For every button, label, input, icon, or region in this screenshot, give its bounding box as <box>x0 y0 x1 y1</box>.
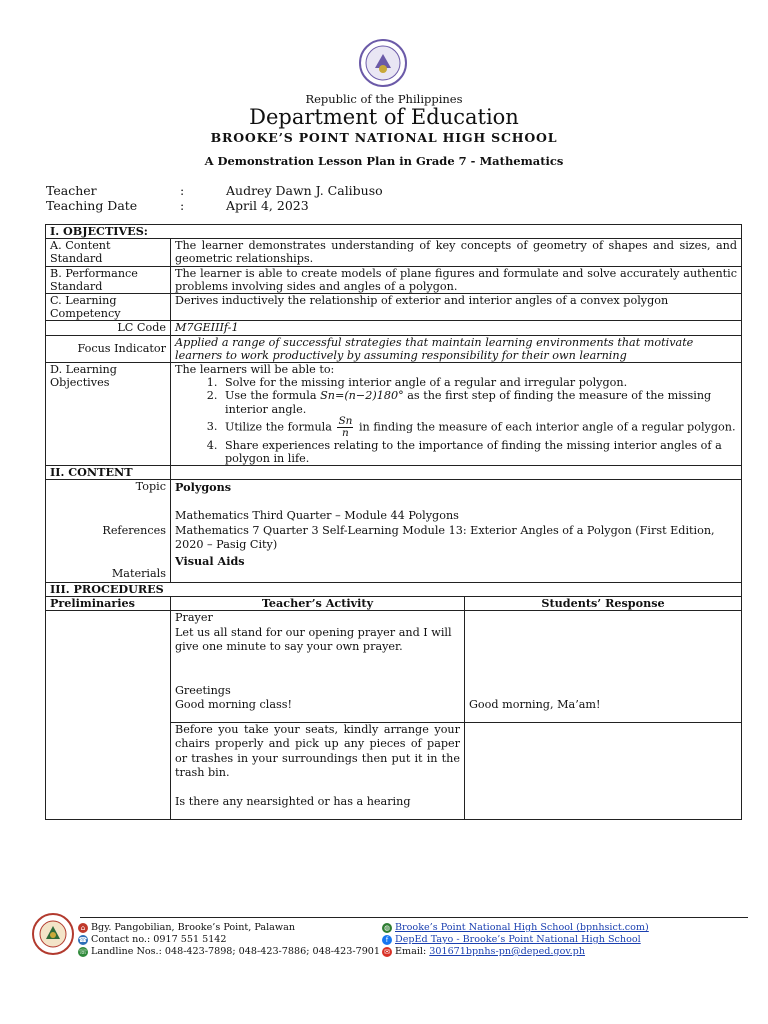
topic-label: Topic <box>135 480 166 494</box>
deped-seal-logo <box>358 38 408 88</box>
greetings-response-cell <box>465 611 742 723</box>
nearsighted-text: Is there any nearsighted or has a hearing <box>175 795 411 809</box>
teacher-value: Audrey Dawn J. Calibuso <box>226 183 383 198</box>
learning-competency-label: C. Learning Competency <box>46 294 171 321</box>
prayer-text: Let us all stand for our opening prayer and I will give one minute to say your own prayer. <box>175 625 452 654</box>
footer-contact-block <box>78 922 380 958</box>
objective-2-text-b: as the first step of finding the measure of the missing interior angle. <box>225 389 712 416</box>
prayer-greetings-row <box>46 611 742 723</box>
content-heading-empty <box>171 466 742 480</box>
content-heading: II. CONTENT <box>46 466 171 480</box>
preliminaries-cell <box>46 611 171 820</box>
learning-objectives-row <box>46 363 742 466</box>
learning-objectives-intro: The learners will be able to: <box>175 363 335 377</box>
objective-item <box>221 416 737 439</box>
footer-contact-row <box>78 934 380 946</box>
teaching-date-label: Teaching Date <box>46 198 138 213</box>
lc-code-row <box>46 321 742 335</box>
objective-2-text-a: Use the formula <box>225 389 321 403</box>
content-standard-row <box>46 239 742 266</box>
phone-icon: ☎ <box>78 936 88 944</box>
objective-item: 4. Share experiences relating to the importance of finding the missing interior angles of a polygon in life. <box>221 439 737 465</box>
content-details-row <box>46 480 742 583</box>
lc-code-value: M7GEIIIf-1 <box>171 321 742 335</box>
footer-address-row <box>78 922 380 934</box>
lc-code-label: LC Code <box>46 321 171 335</box>
objective-item <box>221 389 737 415</box>
email-icon: ✉ <box>382 947 392 957</box>
footer-landline-row <box>78 946 380 958</box>
facebook-icon: f <box>382 935 392 945</box>
preliminaries-header: Preliminaries <box>46 597 171 611</box>
students-response-header: Students’ Response <box>465 597 742 611</box>
objective-3-text-b: in finding the measure of each interior angle of a regular polygon. <box>355 420 736 434</box>
procedures-columns-row <box>46 597 742 611</box>
procedures-heading-row <box>46 582 742 596</box>
teacher-colon: : <box>180 183 185 198</box>
footer-email-link[interactable]: 301671bpnhs-pn@deped.gov.ph <box>429 946 586 957</box>
teacher-label: Teacher <box>46 183 97 198</box>
location-pin-icon: ⌂ <box>78 923 88 933</box>
learning-objectives-label: D. Learning Objectives <box>46 363 171 466</box>
content-standard-label: A. Content Standard <box>46 239 171 266</box>
footer-address: Bgy. Pangobilian, Brooke’s Point, Palawan <box>91 922 296 933</box>
sum-formula: Sn=(n−2)180° <box>320 389 404 403</box>
reference-2: Mathematics 7 Quarter 3 Self-Learning Module 13: Exterior Angles of a Polygon (First Edition, 2020 – Pasig City) <box>175 523 715 552</box>
focus-indicator-text: Applied a range of successful strategies that maintain learning environments that motivate learners to work productively by assuming responsibility for their own learning <box>171 335 742 362</box>
materials-label: Materials <box>111 567 166 581</box>
objective-item: 1. Solve for the missing interior angle of a regular and irregular polygon. <box>221 376 737 389</box>
globe-icon: ◍ <box>383 924 391 932</box>
footer-email-row <box>382 946 649 958</box>
arrange-response-cell <box>465 722 742 819</box>
prayer-greetings-cell <box>171 611 465 723</box>
greetings-response: Good morning, Ma’am! <box>469 698 601 712</box>
objective-3-text-a: Utilize the formula <box>225 420 336 434</box>
greetings-title: Greetings <box>175 683 231 697</box>
performance-standard-row <box>46 266 742 293</box>
teaching-date-colon: : <box>180 198 185 213</box>
focus-indicator-row <box>46 335 742 362</box>
learning-competency-text: Derives inductively the relationship of exterior and interior angles of a convex polygon <box>171 294 742 321</box>
school-seal-logo <box>32 913 74 955</box>
footer-email-label: Email: <box>395 946 427 957</box>
learning-objectives-cell <box>171 363 742 466</box>
school-name: BROOKE’S POINT NATIONAL HIGH SCHOOL <box>210 130 558 145</box>
footer-divider <box>80 917 748 918</box>
objectives-heading: I. OBJECTIVES: <box>46 225 742 239</box>
materials-value: Visual Aids <box>175 553 245 568</box>
content-labels <box>46 480 171 583</box>
prayer-title: Prayer <box>175 611 213 625</box>
footer-deped-row <box>382 934 649 946</box>
performance-standard-text: The learner is able to create models of plane figures and formulate and solve accurately authentic problems involving sides and angles of a polygon. <box>171 266 742 293</box>
fraction-denominator: n <box>342 426 349 439</box>
procedures-heading: III. PROCEDURES <box>46 582 742 596</box>
learning-objectives-list <box>175 376 737 465</box>
objectives-heading-row <box>46 225 742 239</box>
performance-standard-label: B. Performance Standard <box>46 266 171 293</box>
arrange-text: Before you take your seats, kindly arrange your chairs properly and pick up any pieces of paper or trashes in your surroundings then put it in the trash bin. <box>175 722 460 780</box>
teacher-activity-header: Teacher’s Activity <box>171 597 465 611</box>
references-label: References <box>102 523 166 537</box>
lesson-plan-table <box>45 224 742 820</box>
arrange-cell <box>171 722 465 819</box>
footer-online-block <box>382 922 649 958</box>
lesson-plan-title: A Demonstration Lesson Plan in Grade 7 - Mathematics <box>204 154 564 168</box>
focus-indicator-label: Focus Indicator <box>46 335 171 362</box>
content-heading-row <box>46 466 742 480</box>
topic-value: Polygons <box>175 480 232 495</box>
footer-facebook-row <box>382 922 649 934</box>
footer-website-link[interactable]: Brooke’s Point National High School (bpnhsict.com) <box>395 922 649 933</box>
department-title: Department of Education <box>249 105 519 129</box>
content-values <box>171 480 742 583</box>
teaching-date-value: April 4, 2023 <box>226 198 309 213</box>
reference-1: Mathematics Third Quarter – Module 44 Polygons <box>175 509 459 523</box>
learning-competency-row <box>46 294 742 321</box>
content-standard-text: The learner demonstrates understanding of key concepts of geometry of shapes and sizes, and geometric relationships. <box>171 239 742 266</box>
telephone-icon: ☏ <box>78 948 88 956</box>
footer-landline: Landline Nos.: 048-423-7898; 048-423-7886; 048-423-7901 <box>91 946 381 957</box>
republic-title: Republic of the Philippines <box>305 92 463 106</box>
angle-fraction-formula <box>337 416 353 439</box>
footer-contact: Contact no.: 0917 551 5142 <box>91 934 227 945</box>
footer-facebook-link[interactable]: DepEd Tayo - Brooke’s Point National High School <box>395 934 641 945</box>
greetings-text: Good morning class! <box>175 698 293 712</box>
fraction-numerator: Sn <box>338 414 353 427</box>
